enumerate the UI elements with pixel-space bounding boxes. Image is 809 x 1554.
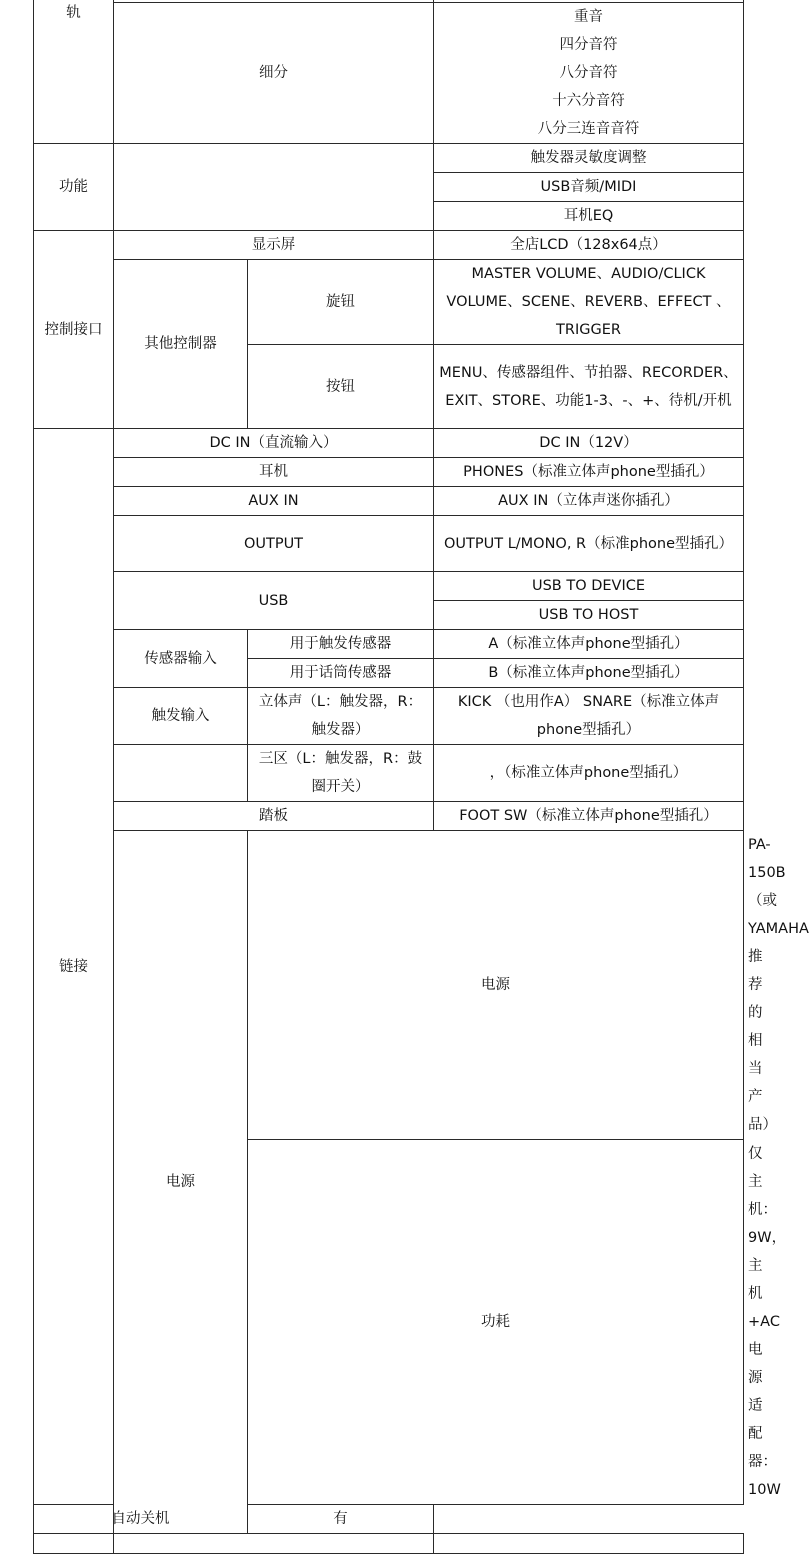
next-row-cell (34, 1534, 114, 1554)
function-value: 触发器灵敏度调整 (434, 144, 744, 173)
metronome-category (34, 0, 114, 144)
subdivision-label: 细分 (114, 3, 434, 144)
dc-in-label: DC IN（直流输入） (114, 429, 434, 458)
output-value: OUTPUT L/MONO, R（标准phone型插孔） (434, 516, 744, 572)
next-row-cell (434, 1534, 744, 1554)
subdivision-value: 重音 (574, 9, 603, 25)
display-label: 显示屏 (114, 231, 434, 260)
stereo-value: KICK （也用作A） SNARE（标准立体声phone型插孔） (434, 688, 744, 745)
power-category: 电源 (114, 831, 248, 1534)
trigger-input-empty-cell (114, 745, 248, 802)
subdivision-value: 四分音符 (559, 37, 618, 53)
usb-value: USB TO DEVICE (434, 572, 744, 601)
knob-value: MASTER VOLUME、AUDIO/CLICK VOLUME、SCENE、REVERB、EFFECT 、TRIGGER (434, 260, 744, 345)
headphone-label: 耳机 (114, 458, 434, 487)
sensor-mic-value: B（标准立体声phone型插孔） (434, 659, 744, 688)
button-label: 按钮 (248, 345, 434, 429)
button-value: MENU、传感器组件、节拍器、RECORDER、EXIT、STORE、功能1-3、-、+、待机/开机 (434, 345, 744, 429)
knob-label: 旋钮 (248, 260, 434, 345)
subdivision-values (434, 3, 744, 144)
dc-in-value: DC IN（12V） (434, 429, 744, 458)
sensor-input-label: 传感器输入 (114, 630, 248, 688)
metronome-category-label: 轨 (66, 5, 81, 21)
functions-category: 功能 (34, 144, 114, 231)
connections-category: 链接 (34, 429, 114, 1505)
function-value: USB音频/MIDI (434, 173, 744, 202)
power-consumption-label: 功耗 (248, 1140, 744, 1505)
power-supply-label: 电源 (248, 831, 744, 1140)
aux-in-value: AUX IN（立体声迷你插孔） (434, 487, 744, 516)
subdivision-value: 十六分音符 (552, 93, 625, 109)
next-row-cell (114, 1534, 434, 1554)
sensor-trigger-label: 用于触发传感器 (248, 630, 434, 659)
subdivision-value: 八分音符 (559, 65, 618, 81)
sensor-mic-label: 用于话筒传感器 (248, 659, 434, 688)
functions-empty-cell (114, 144, 434, 231)
three-zone-label: 三区（L：触发器，R：鼓圈开关） (248, 745, 434, 802)
controls-category: 控制接口 (34, 231, 114, 429)
output-label: OUTPUT (114, 516, 434, 572)
stereo-label: 立体声（L：触发器，R：触发器） (248, 688, 434, 745)
sensor-trigger-value: A（标准立体声phone型插孔） (434, 630, 744, 659)
display-value: 全店LCD（128x64点） (434, 231, 744, 260)
pedal-label: 踏板 (114, 802, 434, 831)
three-zone-value: ，（标准立体声phone型插孔） (434, 745, 744, 802)
auto-off-value: 有 (248, 1505, 434, 1534)
function-value: 耳机EQ (434, 202, 744, 231)
aux-in-label: AUX IN (114, 487, 434, 516)
trigger-input-label: 触发输入 (114, 688, 248, 745)
usb-value: USB TO HOST (434, 601, 744, 630)
spec-table: 轨 细分 重音 四分音符 八分音符 十六分音符 八分三连音音符 功能 触发器灵敏度调整 USB音频/MIDI 耳机EQ 控制接口 显示屏 全店LCD（128x64点） 其他控制器 旋钮 MASTER VOLUME、AUDIO/CLICK VOLUME、SCENE、REVERB、EFFECT 、TRIGGER 按钮 MENU、传感器组件、节拍器、RECORDER、EXIT、STORE、功能1-3、-、+、待机/开机 链接 DC IN（直流输入） DC IN（12V） 耳机 PHONES（标准立体声phone型插孔） AUX IN AUX IN（立体声迷你插孔） OUTPUT OUTPUT L/MONO, R（标准phone型插孔） USB USB TO DEVICE USB TO HOST 传感器输入 用于触发传感器 A（标准立体声phone型插孔） 用于话筒传感器 B（标准立体声phone型插孔） 触发输入 立体声（L：触发器，R：触发器） KICK （也用作A） SNARE（标准立体声phone型插孔） 三区（L：触发器，R：鼓圈开关） ，（标准立体声phone型插孔） 踏板 FOOT SW（标准立体声phone型插孔） 电源 电源 PA-150B（或YAMAHA推荐的相当产品） 功耗 仅主机：9W，主机+AC电源适配器：10W 自动关机 有 (33, 0, 744, 1554)
pedal-value: FOOT SW（标准立体声phone型插孔） (434, 802, 744, 831)
headphone-value: PHONES（标准立体声phone型插孔） (434, 458, 744, 487)
usb-label: USB (114, 572, 434, 630)
subdivision-value: 八分三连音音符 (537, 121, 640, 137)
auto-off-label: 自动关机 (34, 1505, 248, 1534)
other-controls-label: 其他控制器 (114, 260, 248, 429)
